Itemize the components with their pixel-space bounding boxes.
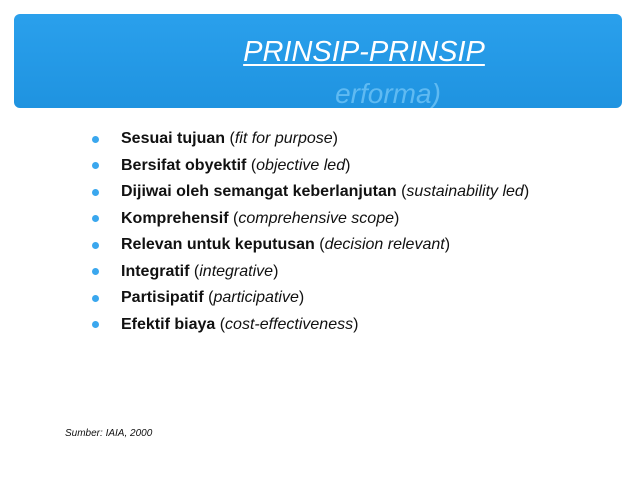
principle-name: Partisipatif (121, 289, 204, 307)
list-item: Dijiwai oleh semangat keberlanjutan ( sustainability led ) (86, 179, 529, 206)
slide-subtitle: erforma) (335, 78, 441, 108)
list-item: Relevan untuk keputusan ( decision relevant ) (86, 232, 529, 259)
principle-name: Dijiwai oleh semangat keberlanjutan (121, 183, 397, 201)
principle-name: Relevan untuk keputusan (121, 236, 315, 254)
principle-name: Komprehensif (121, 209, 229, 227)
bullet-icon (92, 321, 99, 328)
title-banner (14, 14, 622, 108)
bullet-icon (92, 242, 99, 249)
bullet-icon (92, 136, 99, 143)
principle-english: sustainability led (406, 183, 524, 201)
principle-name: Efektif biaya (121, 315, 216, 333)
bullet-icon (92, 295, 99, 302)
principle-english: objective led (256, 156, 346, 174)
list-item: Integratif ( integrative ) (86, 259, 529, 286)
source-citation: Sumber: IAIA, 2000 (65, 428, 153, 439)
bullet-icon (92, 268, 99, 275)
list-item: Efektif biaya ( cost-effectiveness ) (86, 312, 529, 339)
bullet-icon (92, 189, 99, 196)
list-item: Komprehensif ( comprehensive scope ) (86, 206, 529, 233)
principle-english: cost-effectiveness (225, 315, 354, 333)
principle-name: Integratif (121, 262, 190, 280)
principle-english: integrative (199, 262, 274, 280)
principle-english: comprehensive scope (238, 209, 394, 227)
principle-english: participative (213, 289, 299, 307)
bullet-icon (92, 215, 99, 222)
list-item: Bersifat obyektif ( objective led ) (86, 153, 529, 180)
principle-name: Sesuai tujuan (121, 130, 226, 148)
principle-name: Bersifat obyektif (121, 156, 247, 174)
principle-english: fit for purpose (234, 130, 333, 148)
slide-title: PRINSIP-PRINSIP (243, 36, 485, 68)
principles-list (86, 126, 529, 338)
bullet-icon (92, 162, 99, 169)
list-item: Sesuai tujuan ( fit for purpose ) (86, 126, 529, 153)
principle-english: decision relevant (324, 236, 445, 254)
list-item: Partisipatif ( participative ) (86, 285, 529, 312)
